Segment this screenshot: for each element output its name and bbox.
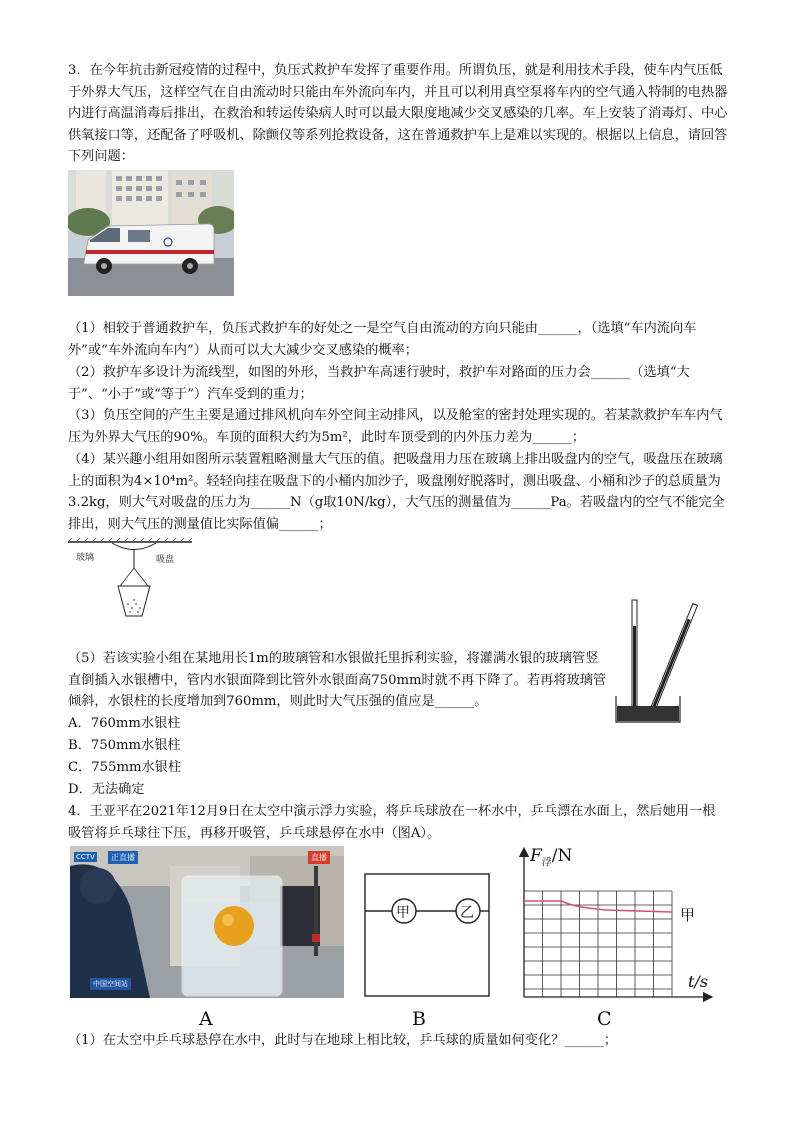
graph-line-label: 甲 xyxy=(680,906,696,924)
q3-intro: 3．在今年抗击新冠疫情的过程中，负压式救护车发挥了重要作用。所谓负压，就是利用技术手段，使车内气压低于外界大气压，这样空气在自由流动时只能由车外流向车内，并且可以利用真空泵将车内的空气通入特制的电热器内进行高温消毒后排出，在救治和转运传染病人时可以最大限度地减少交叉感染的几率。车上安装了消毒灯、中心供氧接口等，还配备了呼吸机、除颤仪等系列抢救设备，这在普通救护车上是难以实现的。根据以上信息，请回答下列问题： xyxy=(68,63,728,164)
torricelli-figure xyxy=(608,596,714,726)
channel-logo: CCTV xyxy=(76,853,95,861)
ambulance-photo xyxy=(68,170,234,296)
live-badge: 直播 xyxy=(308,851,330,864)
circuit-diagram xyxy=(364,873,490,997)
space-video-still xyxy=(70,846,344,998)
suction-cup-label: 吸盘 xyxy=(156,555,175,565)
glass-label: 玻璃 xyxy=(76,553,95,563)
q3-sub5: （5）若该实验小组在某地用长1m的玻璃管和水银做托里拆利实验，将灌满水银的玻璃管竖直倒插入水银槽中，管内水银面降到比管外水银面高750mm时就不再下降了。若再将玻璃管倾斜，水银柱的长度增加到760mm，则此时大气压强的值应是______。 xyxy=(68,651,607,709)
graph-ylabel: $F_浮/N$ xyxy=(530,846,573,869)
q3-sub4: （4）某兴趣小组用如图所示装置粗略测量大气压的值。把吸盘用力压在玻璃上排出吸盘内的空气，吸盘压在玻璃上的面积为4×10⁴m²。轻轻向挂在吸盘下的小桶内加沙子，吸盘刚好脱落时，测出吸盘、小桶和沙子的总质量为3.2kg，则大气对吸盘的压力为______N（g取10N/kg），大气压的测量值为______Pa。若吸盘内的空气不能完全排出，则大气压的测量值比实际值偏______； xyxy=(68,452,725,532)
figure-label-c: C xyxy=(597,1008,612,1030)
q3-sub1: （1）相较于普通救护车，负压式救护车的好处之一是空气自由流动的方向只能由______，（选填“车内流向车外”或“车外流向车内”）从而可以大大减少交叉感染的概率； xyxy=(68,321,697,358)
q4-sub1: （1）在太空中乒乓球悬停在水中，此时与在地球上相比较，乒乓球的质量如何变化？______； xyxy=(68,1033,618,1048)
q3-sub2: （2）救护车多设计为流线型，如图的外形，当救护车高速行驶时，救护车对路面的压力会______（选填“大于”、“小于”或“等于”）汽车受到的重力； xyxy=(68,365,690,402)
figure-label-b: B xyxy=(412,1008,426,1030)
element-jia-label: 甲 xyxy=(396,905,410,921)
figure-label-a: A xyxy=(199,1008,213,1030)
q3-sub3: （3）负压空间的产生主要是通过排风机向车外空间主动排风，以及舱室的密封处理实现的。若某款救护车车内气压为外界大气压的90%。车顶的面积大约为5m²，此时车顶受到的内外压力差为______； xyxy=(68,408,723,445)
element-yi-label: 乙 xyxy=(460,905,474,921)
option-b: B．750mm水银柱 xyxy=(68,738,181,753)
live-banner: 正直播 xyxy=(108,851,138,864)
option-d: D．无法确定 xyxy=(68,782,145,797)
station-caption: 中国空间站 xyxy=(90,978,131,990)
graph-xlabel: t/s xyxy=(688,972,709,991)
option-a: A．760mm水银柱 xyxy=(68,716,181,731)
option-c: C．755mm水银柱 xyxy=(68,760,182,775)
q4-intro: 4．王亚平在2021年12月9日在太空中演示浮力实验，将乒乓球放在一杯水中，乒乓漂在水面上，然后她用一根吸管将乒乓球往下压，再移开吸管，乒乓球悬停在水中（图A）。 xyxy=(68,804,716,841)
suction-cup-figure xyxy=(68,538,198,638)
buoyancy-graph xyxy=(516,846,716,1006)
